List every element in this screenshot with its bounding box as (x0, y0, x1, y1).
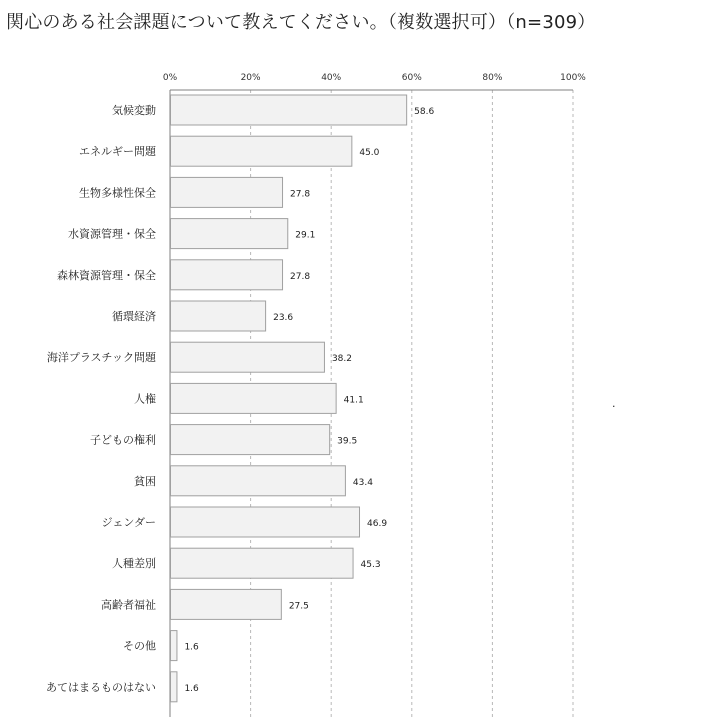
bar (171, 631, 177, 661)
bar (171, 301, 266, 331)
category-label: 貧困 (134, 474, 156, 488)
category-label: ジェンダー (101, 516, 156, 529)
data-label: 46.9 (367, 519, 388, 529)
bar (171, 425, 330, 455)
x-tick-label: 100% (560, 73, 586, 83)
chart-title: 関心のある社会課題について教えてください。（複数選択可）（n=309） (6, 12, 596, 33)
data-label: 45.3 (360, 560, 381, 571)
bar (171, 548, 354, 578)
data-label: 1.6 (184, 683, 199, 694)
data-label: 23.6 (273, 313, 294, 323)
x-tick-label: 80% (482, 73, 503, 83)
bar (171, 672, 177, 702)
data-label: 43.4 (352, 477, 373, 488)
category-label: エネルギー問題 (79, 145, 156, 159)
bar (171, 383, 337, 413)
data-label: 27.8 (290, 271, 311, 282)
x-tick-label: 0% (162, 73, 178, 83)
category-label: 子どもの権利 (90, 433, 156, 447)
data-label: 27.8 (290, 189, 311, 200)
bar (171, 342, 325, 372)
stray-mark: . (612, 397, 616, 410)
data-label: 41.1 (343, 395, 364, 406)
bar (171, 260, 283, 290)
category-label: 海洋プラスチック問題 (46, 351, 156, 365)
category-label: 水資源管理・保全 (68, 227, 156, 241)
category-label: 人権 (134, 392, 156, 406)
bar (171, 136, 352, 166)
bar (171, 95, 407, 125)
x-tick-label: 20% (240, 73, 261, 83)
category-label: 気候変動 (112, 104, 156, 117)
x-tick-label: 40% (321, 73, 342, 83)
data-label: 38.2 (331, 354, 352, 365)
category-label: 森林資源管理・保全 (57, 268, 156, 282)
category-label: 人種差別 (112, 557, 156, 571)
category-label: あてはまるものはない (46, 680, 156, 694)
bar (171, 177, 283, 207)
bar (171, 589, 282, 619)
category-label: 生物多様性保全 (79, 186, 156, 200)
data-label: 29.1 (295, 230, 316, 241)
category-label: 高齢者福祉 (101, 598, 156, 612)
data-label: 1.6 (184, 642, 199, 653)
bar (171, 219, 288, 249)
bar (171, 466, 346, 496)
data-label: 39.5 (337, 436, 358, 447)
x-tick-label: 60% (401, 73, 422, 83)
data-label: 58.6 (414, 107, 435, 117)
bar (171, 507, 360, 537)
category-label: その他 (123, 639, 156, 653)
category-label: 循環経済 (112, 310, 156, 323)
data-label: 27.5 (288, 601, 309, 612)
data-label: 45.0 (359, 148, 380, 159)
